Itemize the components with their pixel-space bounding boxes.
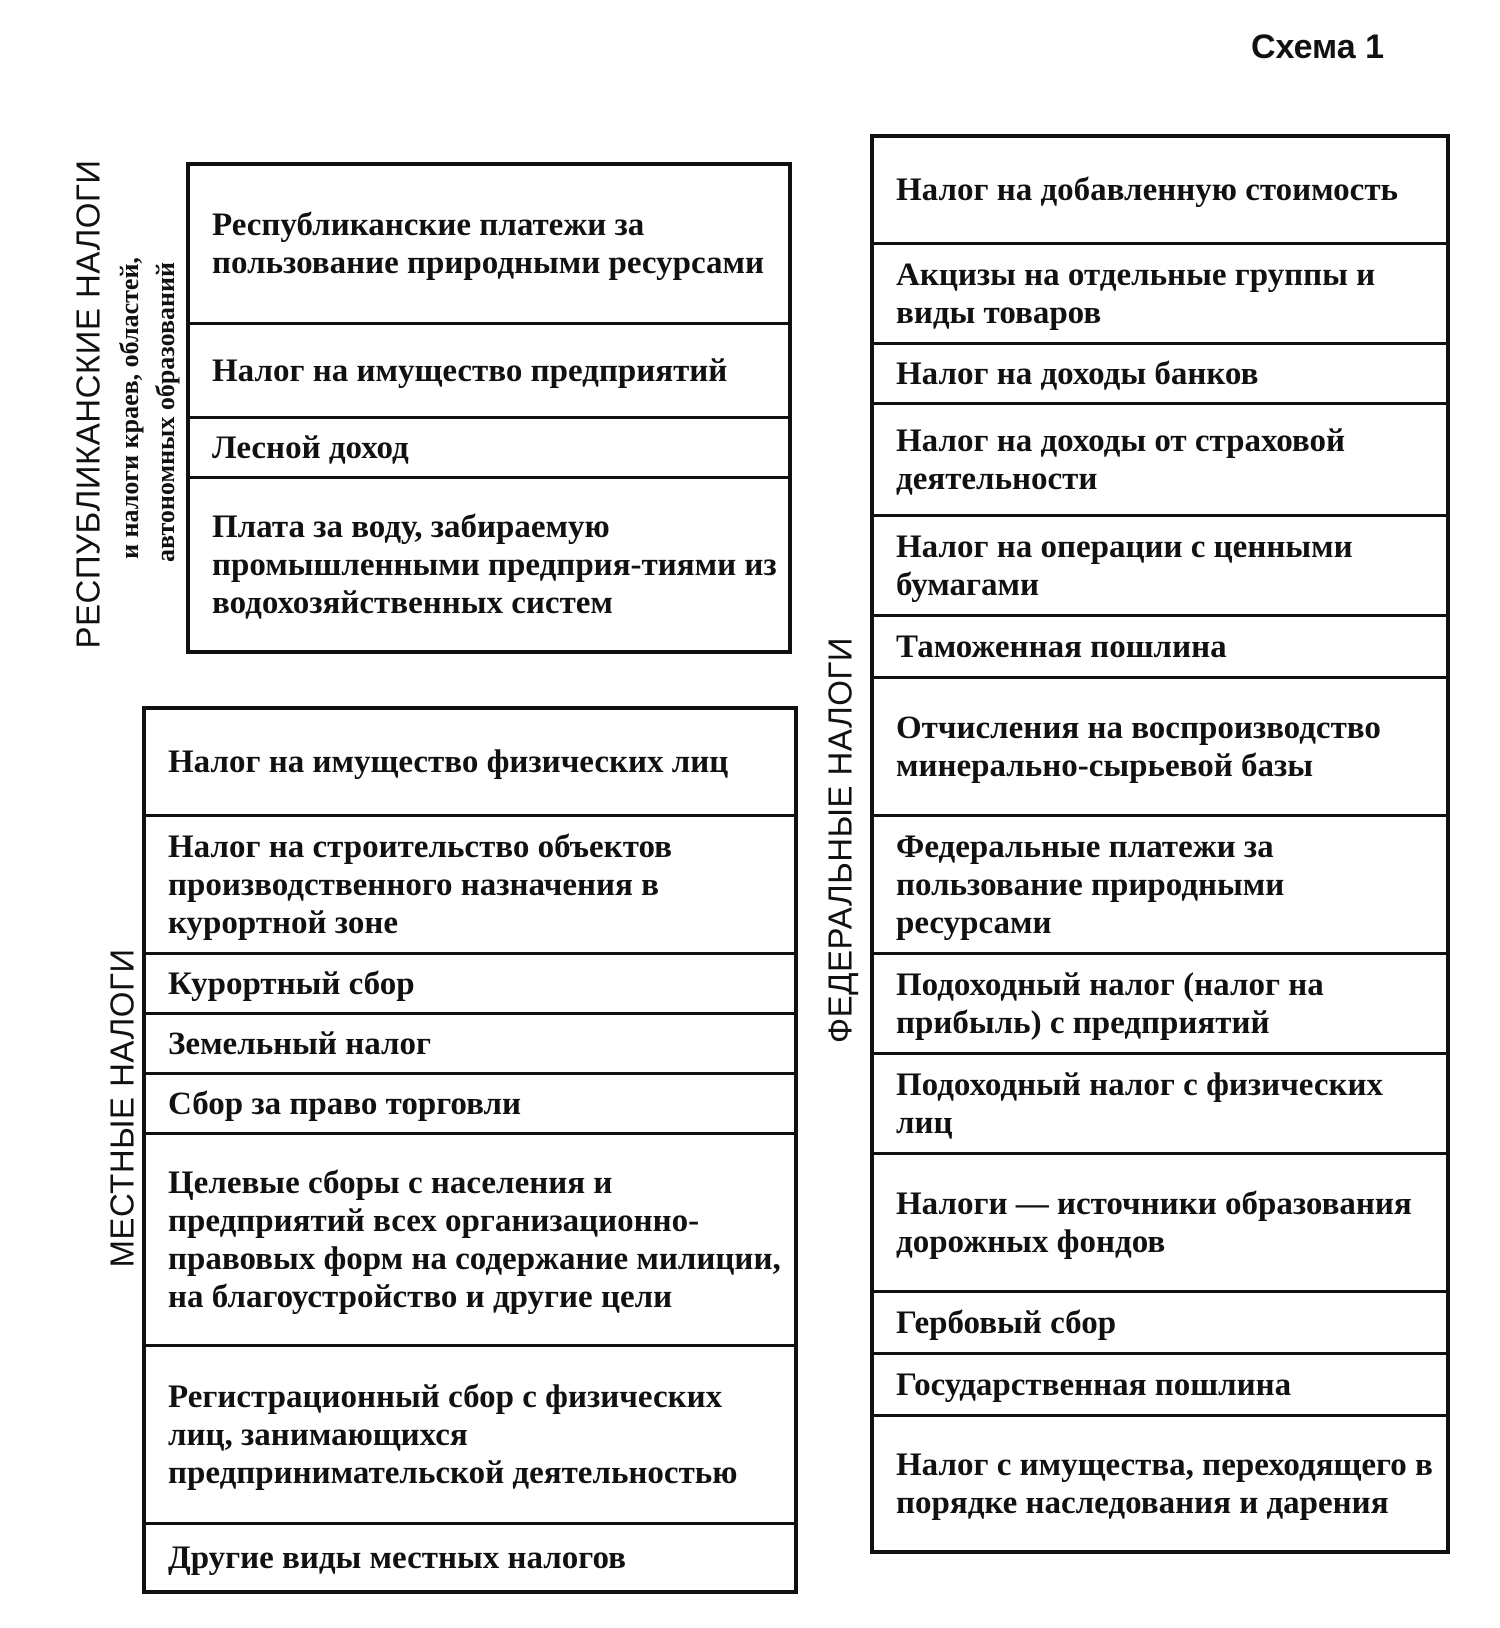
- federal-tax-item: Налог на доходы от страховой деятельности: [874, 402, 1446, 514]
- federal-tax-item: Акцизы на отдельные группы и виды товаров: [874, 242, 1446, 342]
- federal-tax-item: Налог на операции с ценными бумагами: [874, 514, 1446, 614]
- federal-tax-item: Таможенная пошлина: [874, 614, 1446, 676]
- regional-tax-item: Республиканские платежи за пользование природными ресурсами: [212, 207, 765, 281]
- federal-tax-item: Налоги — источники образования дорожных фондов: [874, 1152, 1446, 1290]
- local-tax-item: Земельный налог: [146, 1012, 794, 1072]
- regional-tax-item: Налог на имущество предприятий: [190, 322, 788, 416]
- local-tax-item: Сбор за право торговли: [146, 1072, 794, 1132]
- federal-tax-item: Гербовый сбор: [874, 1290, 1446, 1352]
- regional-taxes-column: [186, 162, 792, 654]
- local-tax-item: Другие виды местных налогов: [146, 1522, 794, 1590]
- regional-taxes-heading: РЕСПУБЛИКАНСКИЕ НАЛОГИ: [69, 159, 107, 649]
- local-tax-item: Курортный сбор: [146, 952, 794, 1012]
- local-tax-item: Налог на имущество физических лиц: [168, 744, 729, 780]
- regional-taxes-subheading-2: автономных образований: [151, 262, 180, 562]
- local-tax-item: Налог на строительство объектов производственного назначения в курортной зоне: [146, 814, 794, 952]
- federal-tax-item: Налог с имущества, переходящего в порядке наследования и дарения: [874, 1414, 1446, 1550]
- regional-tax-item: Плата за воду, забираемую промышленными предприя-тиями из водохозяйственных систем: [190, 476, 788, 650]
- federal-tax-item: Федеральные платежи за пользование природными ресурсами: [874, 814, 1446, 952]
- scheme-title: Схема 1: [1250, 28, 1384, 66]
- local-tax-item: Целевые сборы с населения и предприятий всех организационно-правовых форм на содержание милиции, на благоустройство и другие цели: [146, 1132, 794, 1344]
- federal-taxes-heading: ФЕДЕРАЛЬНЫЕ НАЛОГИ: [821, 636, 859, 1044]
- federal-tax-item: Налог на доходы банков: [874, 342, 1446, 402]
- local-taxes-column: [142, 706, 798, 1594]
- federal-tax-item: Налог на добавленную стоимость: [896, 172, 1398, 208]
- federal-tax-item: Отчисления на воспроизводство минерально-сырьевой базы: [874, 676, 1446, 814]
- federal-taxes-column: [870, 134, 1450, 1554]
- federal-tax-item: Подоходный налог (налог на прибыль) с предприятий: [874, 952, 1446, 1052]
- regional-taxes-subheading: и налоги краев, областей,: [115, 257, 144, 559]
- federal-tax-item: Подоходный налог с физических лиц: [874, 1052, 1446, 1152]
- regional-tax-item: Лесной доход: [190, 416, 788, 476]
- federal-tax-item: Государственная пошлина: [874, 1352, 1446, 1414]
- local-tax-item: Регистрационный сбор с физических лиц, занимающихся предпринимательской деятельностью: [146, 1344, 794, 1522]
- local-taxes-heading: МЕСТНЫЕ НАЛОГИ: [103, 948, 141, 1268]
